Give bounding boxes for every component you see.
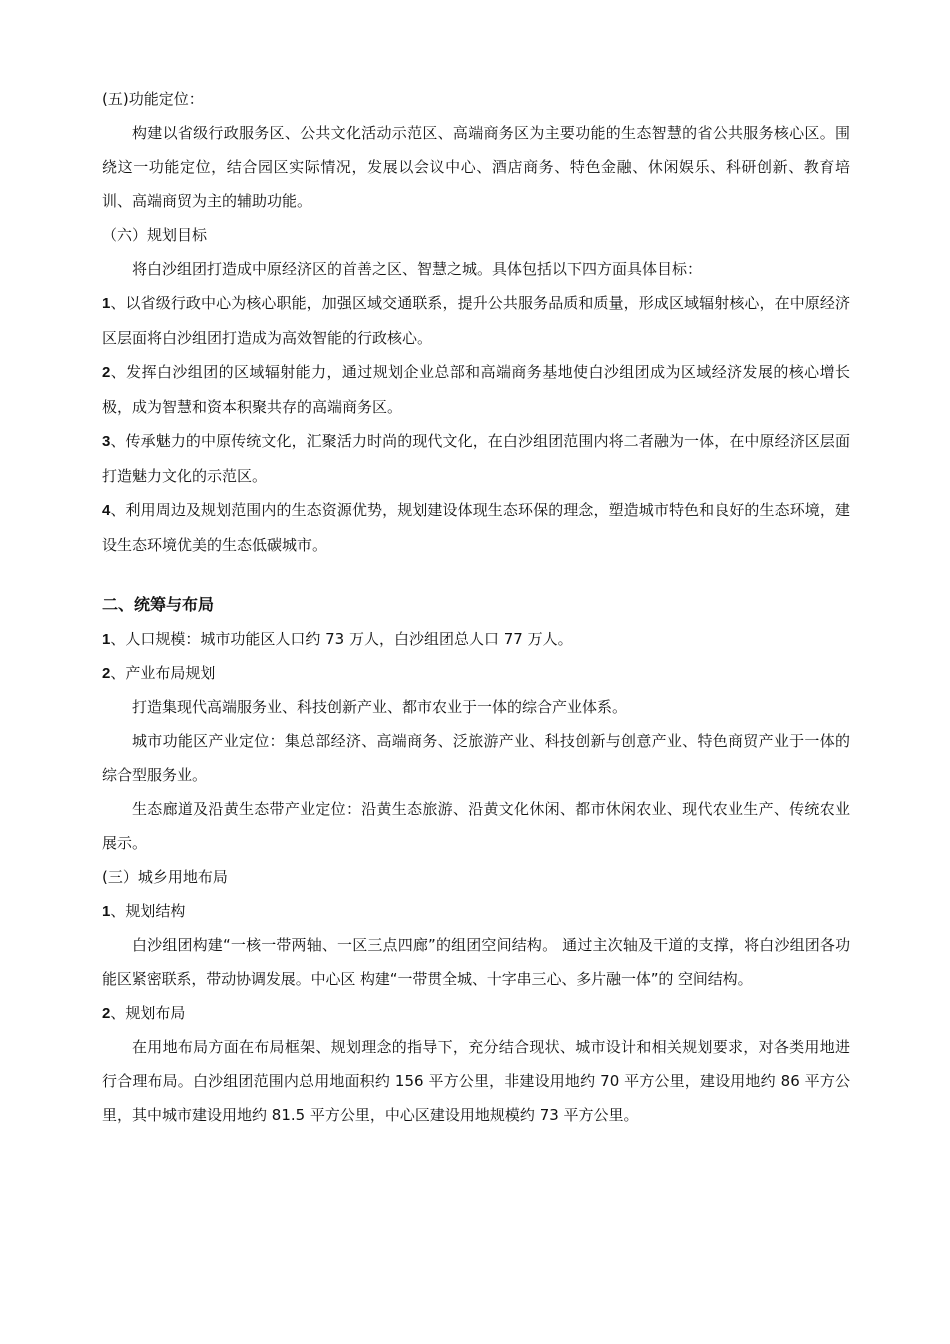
goal-item-1 [102,286,850,355]
section-6-intro: 将白沙组团打造成中原经济区的首善之区、智慧之城。具体包括以下四方面具体目标： [132,260,703,278]
section-3-heading: (三）城乡用地布局 [102,868,228,886]
goal-number: 3 [102,433,111,450]
layout-heading [102,996,850,1030]
goal-text: 、传承魅力的中原传统文化，汇聚活力时尚的现代文化，在白沙组团范围内将二者融为一体，在中原经济区层面打造魅力文化的示范区。 [102,432,850,485]
industry-paragraph-1: 打造集现代高端服务业、科技创新产业、都市农业于一体的综合产业体系。 [132,698,628,716]
goal-text: 、以省级行政中心为核心职能，加强区域交通联系，提升公共服务品质和质量，形成区域辐射核心，在中原经济区层面将白沙组团打造成为高效智能的行政核心。 [102,294,850,347]
layout-heading-text: 、规划布局 [110,1004,186,1022]
industry-paragraph-2: 城市功能区产业定位：集总部经济、高端商务、泛旅游产业、科技创新与创意产业、特色商贸产业于一体的综合型服务业。 [102,732,850,784]
structure-heading-text: 、规划结构 [110,902,186,920]
item-number: 1 [102,631,111,648]
population-text: 、人口规模：城市功能区人口约 73 万人，白沙组团总人口 77 万人。 [110,630,573,648]
goal-item-4 [102,493,850,562]
population-item [102,622,850,656]
goal-item-2 [102,355,850,424]
goal-number: 1 [102,295,111,312]
industry-heading [102,656,850,690]
goal-item-3 [102,424,850,493]
section-5-heading: (五)功能定位： [102,90,204,108]
layout-paragraph: 在用地布局方面在布局框架、规划理念的指导下，充分结合现状、城市设计和相关规划要求，对各类用地进行合理布局。白沙组团范围内总用地面积约 156 平方公里，非建设用地约 70 平方公里，建设用地约 86 平方公里，其中城市建设用地约 81.5 平方公里，中心区建设用地规模约 73 平方公里。 [102,1038,850,1124]
section-6-heading: （六）规划目标 [102,226,208,244]
item-number: 1 [102,903,111,920]
goal-number: 2 [102,364,111,381]
item-number: 2 [102,1005,111,1022]
goal-text: 、发挥白沙组团的区域辐射能力，通过规划企业总部和高端商务基地使白沙组团成为区域经济发展的核心增长极，成为智慧和资本积聚共存的高端商务区。 [102,363,850,416]
structure-heading [102,894,850,928]
goal-number: 4 [102,502,111,519]
goal-text: 、利用周边及规划范围内的生态资源优势，规划建设体现生态环保的理念，塑造城市特色和良好的生态环境，建设生态环境优美的生态低碳城市。 [102,501,850,554]
section-spacer [102,562,850,588]
document-body [102,82,850,1132]
item-number: 2 [102,665,111,682]
industry-paragraph-3: 生态廊道及沿黄生态带产业定位：沿黄生态旅游、沿黄文化休闲、都市休闲农业、现代农业生产、传统农业展示。 [102,800,850,852]
section-5-body: 构建以省级行政服务区、公共文化活动示范区、高端商务区为主要功能的生态智慧的省公共服务核心区。围绕这一功能定位，结合园区实际情况，发展以会议中心、酒店商务、特色金融、休闲娱乐、科研创新、教育培训、高端商贸为主的辅助功能。 [102,124,850,210]
industry-heading-text: 、产业布局规划 [110,664,216,682]
part-2-heading: 二、统筹与布局 [102,595,215,614]
structure-paragraph: 白沙组团构建“一核一带两轴、一区三点四廊”的组团空间结构。 通过主次轴及干道的支撑，将白沙组团各功能区紧密联系，带动协调发展。中心区 构建“一带贯全城、十字串三心、多片融一体”的 空间结构。 [102,936,850,988]
